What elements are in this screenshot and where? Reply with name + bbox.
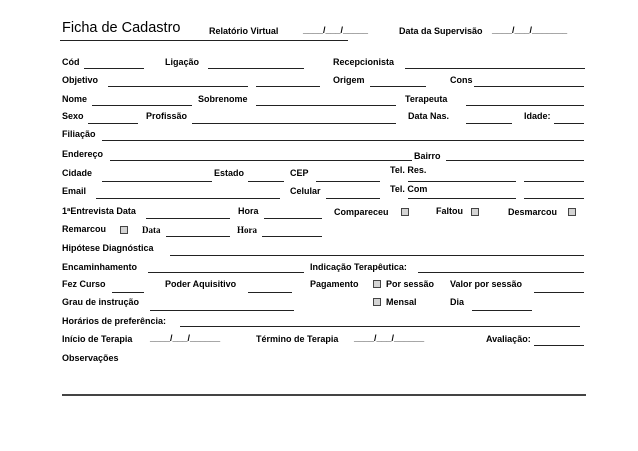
desmarcou-label: Desmarcou bbox=[508, 207, 558, 217]
cidade-label: Cidade bbox=[62, 168, 93, 178]
celular-label: Celular bbox=[290, 186, 321, 196]
sexo-label: Sexo bbox=[62, 111, 84, 121]
faltou-checkbox[interactable] bbox=[471, 208, 479, 216]
idade-label: Idade: bbox=[524, 111, 551, 121]
data-supervisao-label: Data da Supervisão bbox=[399, 26, 483, 36]
nome-field[interactable] bbox=[92, 105, 192, 106]
nome-label: Nome bbox=[62, 94, 88, 104]
encaminhamento-label: Encaminhamento bbox=[62, 262, 138, 272]
objetivo-field[interactable] bbox=[108, 86, 248, 87]
tel-res-field-2[interactable] bbox=[524, 181, 584, 182]
cidade-field[interactable] bbox=[102, 181, 212, 182]
estado-label: Estado bbox=[214, 168, 245, 178]
endereco-field[interactable] bbox=[110, 160, 412, 161]
hora-field[interactable] bbox=[264, 218, 322, 219]
cod-label: Cód bbox=[62, 57, 80, 67]
recepcionista-field[interactable] bbox=[405, 68, 585, 69]
fez-curso-label: Fez Curso bbox=[62, 279, 106, 289]
data-supervisao-date[interactable]: ____/___/_______ bbox=[492, 25, 568, 35]
valor-por-sessao-label: Valor por sessão bbox=[450, 279, 523, 289]
observacoes-field[interactable] bbox=[62, 394, 586, 396]
ligacao-field[interactable] bbox=[208, 68, 304, 69]
relatorio-virtual-date[interactable]: ____/___/_____ bbox=[303, 25, 369, 35]
remarcou-hora-field[interactable] bbox=[262, 236, 322, 237]
cep-field[interactable] bbox=[316, 181, 380, 182]
relatorio-virtual-label: Relatório Virtual bbox=[209, 26, 279, 36]
desmarcou-checkbox[interactable] bbox=[568, 208, 576, 216]
filiacao-field[interactable] bbox=[102, 140, 584, 141]
objetivo-field-2[interactable] bbox=[256, 86, 320, 87]
recepcionista-label: Recepcionista bbox=[333, 57, 395, 67]
mensal-label: Mensal bbox=[386, 297, 417, 307]
poder-aquisitivo-label: Poder Aquisitivo bbox=[165, 279, 237, 289]
inicio-terapia-label: Início de Terapia bbox=[62, 334, 133, 344]
data-nas-label: Data Nas. bbox=[408, 111, 450, 121]
celular-field[interactable] bbox=[326, 198, 380, 199]
cep-label: CEP bbox=[290, 168, 309, 178]
sobrenome-label: Sobrenome bbox=[198, 94, 248, 104]
valor-por-sessao-field[interactable] bbox=[534, 292, 584, 293]
avaliacao-field[interactable] bbox=[534, 345, 584, 346]
horarios-label: Horários de preferência: bbox=[62, 316, 167, 326]
idade-field[interactable] bbox=[554, 123, 584, 124]
remarcou-data-label: Data bbox=[142, 225, 161, 235]
terapeuta-label: Terapeuta bbox=[405, 94, 448, 104]
compareceu-label: Compareceu bbox=[334, 207, 389, 217]
avaliacao-label: Avaliação: bbox=[486, 334, 531, 344]
bairro-field[interactable] bbox=[446, 160, 584, 161]
objetivo-label: Objetivo bbox=[62, 75, 99, 85]
email-field[interactable] bbox=[96, 198, 280, 199]
pagamento-label: Pagamento bbox=[310, 279, 359, 289]
remarcou-data-field[interactable] bbox=[166, 236, 230, 237]
profissao-field[interactable] bbox=[192, 123, 396, 124]
horarios-field[interactable] bbox=[180, 326, 580, 327]
termino-terapia-label: Término de Terapia bbox=[256, 334, 339, 344]
filiacao-label: Filiação bbox=[62, 129, 96, 139]
email-label: Email bbox=[62, 186, 87, 196]
tel-com-field[interactable] bbox=[408, 198, 516, 199]
title-underline bbox=[60, 40, 348, 41]
primeira-entrevista-field[interactable] bbox=[146, 218, 230, 219]
origem-label: Origem bbox=[333, 75, 365, 85]
primeira-entrevista-label: 1ªEntrevista Data bbox=[62, 206, 136, 216]
mensal-checkbox[interactable] bbox=[373, 298, 381, 306]
hipotese-field[interactable] bbox=[170, 255, 584, 256]
tel-com-field-2[interactable] bbox=[524, 198, 584, 199]
fez-curso-field[interactable] bbox=[112, 292, 144, 293]
remarcou-hora-label: Hora bbox=[237, 225, 257, 235]
origem-field[interactable] bbox=[370, 86, 426, 87]
grau-instrucao-label: Grau de instrução bbox=[62, 297, 140, 307]
estado-field[interactable] bbox=[248, 181, 284, 182]
por-sessao-label: Por sessão bbox=[386, 279, 435, 289]
poder-aquisitivo-field[interactable] bbox=[248, 292, 292, 293]
encaminhamento-field[interactable] bbox=[148, 272, 304, 273]
endereco-label: Endereço bbox=[62, 149, 104, 159]
cod-field[interactable] bbox=[84, 68, 144, 69]
hipotese-label: Hipótese Diagnóstica bbox=[62, 243, 154, 253]
grau-instrucao-field[interactable] bbox=[150, 310, 294, 311]
bairro-label: Bairro bbox=[414, 151, 441, 161]
tel-com-label: Tel. Com bbox=[390, 184, 428, 194]
inicio-terapia-date[interactable]: ____/___/______ bbox=[150, 333, 221, 343]
tel-res-field[interactable] bbox=[408, 181, 516, 182]
profissao-label: Profissão bbox=[146, 111, 188, 121]
form-title: Ficha de Cadastro bbox=[62, 20, 181, 36]
indicacao-field[interactable] bbox=[418, 272, 584, 273]
terapeuta-field[interactable] bbox=[466, 105, 584, 106]
termino-terapia-date[interactable]: ____/___/______ bbox=[354, 333, 425, 343]
remarcou-checkbox[interactable] bbox=[120, 226, 128, 234]
sobrenome-field[interactable] bbox=[256, 105, 396, 106]
observacoes-label: Observações bbox=[62, 353, 119, 363]
ligacao-label: Ligação bbox=[165, 57, 200, 67]
compareceu-checkbox[interactable] bbox=[401, 208, 409, 216]
cons-label: Cons bbox=[450, 75, 473, 85]
indicacao-label: Indicação Terapêutica: bbox=[310, 262, 407, 272]
faltou-label: Faltou bbox=[436, 206, 463, 216]
remarcou-label: Remarcou bbox=[62, 224, 107, 234]
por-sessao-checkbox[interactable] bbox=[373, 280, 381, 288]
tel-res-label: Tel. Res. bbox=[390, 165, 427, 175]
hora-label: Hora bbox=[238, 206, 259, 216]
dia-field[interactable] bbox=[472, 310, 532, 311]
dia-label: Dia bbox=[450, 297, 465, 307]
cons-field[interactable] bbox=[474, 86, 584, 87]
data-nas-field[interactable] bbox=[466, 123, 512, 124]
sexo-field[interactable] bbox=[88, 123, 138, 124]
